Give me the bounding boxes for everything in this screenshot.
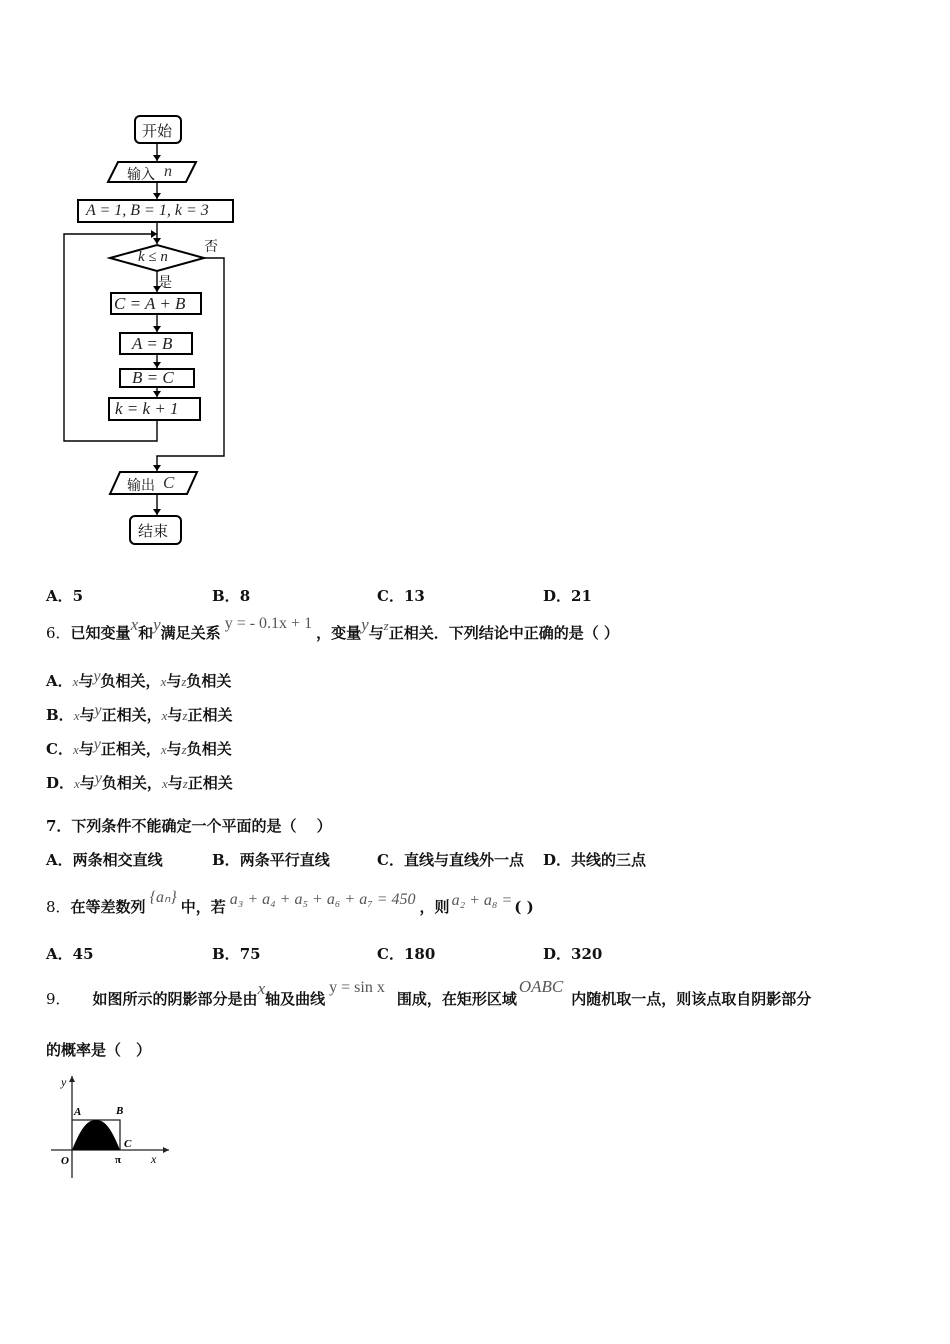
q7-stem: 7．下列条件不能确定一个平面的是（ ） xyxy=(46,817,332,835)
flow-start-label: 开始 xyxy=(142,122,173,140)
q6-option-a: A．x与y负相关，x与z负相关 xyxy=(46,668,232,690)
flow-step2-label: A = B xyxy=(132,334,173,353)
q8-option-b: B．75 xyxy=(212,945,261,963)
flow-init-label: A = 1, B = 1, k = 3 xyxy=(86,202,209,219)
flow-output-label: 输出 xyxy=(127,478,155,494)
q6-stem: 6．已知变量x和y满足关系y = - 0.1x + 1，变量y与z正相关．下列结论中正确的是（ ） xyxy=(46,615,619,642)
figure-label-o: O xyxy=(61,1155,69,1167)
q6-option-d: D．x与y负相关，x与z正相关 xyxy=(46,770,233,792)
figure-label-x: x xyxy=(151,1152,157,1166)
q9-figure xyxy=(45,1070,175,1182)
q5-option-b: B．8 xyxy=(212,587,251,605)
q5-option-c: C．13 xyxy=(377,587,425,605)
q5-option-d: D．21 xyxy=(543,587,592,605)
flow-cond-label: k ≤ n xyxy=(138,249,168,265)
q7-option-d: D．共线的三点 xyxy=(543,851,647,869)
q7-option-a: A．两条相交直线 xyxy=(46,851,163,869)
q7-option-c: C．直线与直线外一点 xyxy=(377,851,524,869)
q8-option-a: A．45 xyxy=(46,945,94,963)
flow-input-var: n xyxy=(164,163,172,180)
q8-option-d: D．320 xyxy=(543,945,603,963)
figure-label-y: y xyxy=(61,1075,67,1089)
flow-end-label: 结束 xyxy=(138,522,169,540)
q8-option-c: C．180 xyxy=(377,945,436,963)
q6-option-c: C．x与y正相关，x与z负相关 xyxy=(46,736,232,758)
q7-option-b: B．两条平行直线 xyxy=(212,851,330,869)
flow-step1-label: C = A + B xyxy=(114,294,186,313)
flow-step4-label: k = k + 1 xyxy=(115,399,179,418)
figure-label-c: C xyxy=(124,1138,132,1150)
q9-stem: 9． 如图所示的阴影部分是由x轴及曲线y = sin x围成，在矩形区域OABC内随机取一点，则该点取自阴影部分 xyxy=(46,977,812,1008)
figure-label-pi: π xyxy=(115,1154,122,1166)
flow-no-label: 否 xyxy=(204,239,218,255)
flow-step3-label: B = C xyxy=(132,368,174,387)
q6-option-b: B．x与y正相关，x与z正相关 xyxy=(46,702,233,724)
q9-stem-line2: 的概率是（ ） xyxy=(46,1041,152,1059)
flow-output-var: C xyxy=(163,473,175,492)
figure-label-b: B xyxy=(116,1105,124,1117)
q5-option-a: A．5 xyxy=(46,587,84,605)
figure-label-a: A xyxy=(74,1106,82,1118)
figure-sine-shaded xyxy=(72,1120,120,1150)
flow-input-label: 输入 xyxy=(127,167,155,183)
flow-yes-label: 是 xyxy=(158,275,172,291)
q8-stem: 8．在等差数列{aₙ}中，若 a₃ + a₄ + a₅ + a₆ + a₇ = 450 ，则 a₂ + a₈ = ( ) xyxy=(46,889,534,916)
